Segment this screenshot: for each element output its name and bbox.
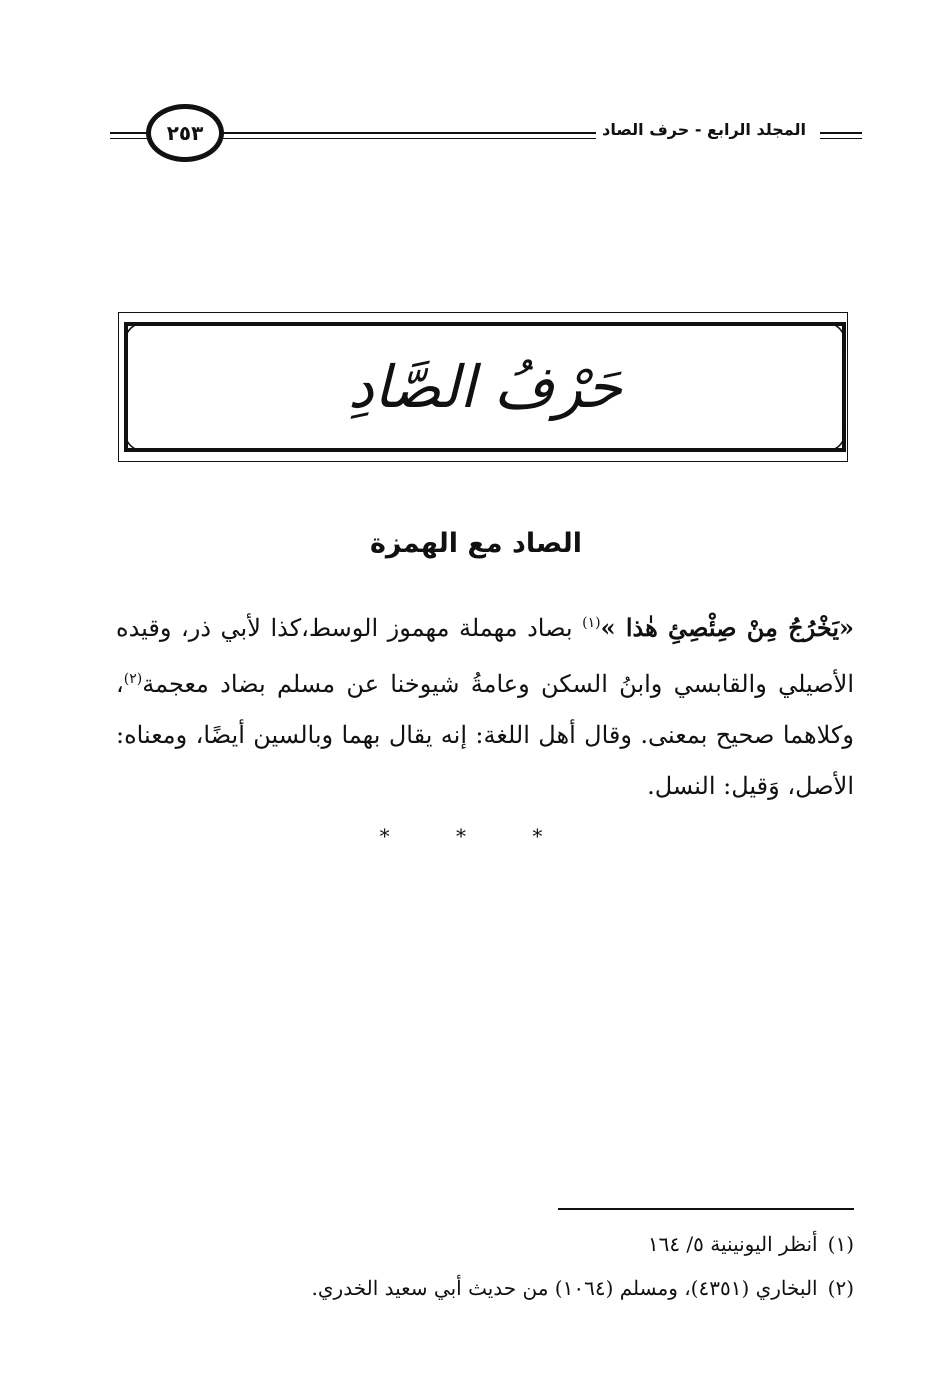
corner-ornament-icon xyxy=(820,322,846,348)
body-text-1: بصاد مهملة مهموز الوسط،كذا لأبي ذر، وقيده الأصيلي والقابسي وابنُ السكن وعامةُ شيوخنا عن مسلم بضاد معجمة xyxy=(116,614,855,698)
footnote-1 xyxy=(214,1222,854,1266)
chapter-frame xyxy=(124,322,846,452)
header-title: المجلد الرابع - حرف الصاد xyxy=(596,120,812,139)
footnote-text: أنظر اليونينية ٥/ ١٦٤ xyxy=(647,1232,818,1256)
header-rule-left xyxy=(110,132,150,139)
header-rule-right xyxy=(820,132,862,139)
footnote-number: (١) xyxy=(827,1232,854,1256)
footnotes xyxy=(214,1222,854,1310)
section-separator: * * * xyxy=(379,824,573,848)
section-heading: الصاد مع الهمزة xyxy=(369,528,582,559)
footnote-rule xyxy=(558,1208,854,1210)
hadith-quote: «يَخْرُجُ مِنْ صِئْصِئِ هٰذا » xyxy=(600,613,855,642)
footnote-text: البخاري (٤٣٥١)، ومسلم (١٠٦٤) من حديث أبي سعيد الخدري. xyxy=(311,1276,818,1300)
corner-ornament-icon xyxy=(124,322,150,348)
footnote-number: (٢) xyxy=(827,1276,854,1300)
footnote-2 xyxy=(214,1266,854,1310)
chapter-title: حَرْفُ الصَّادِ xyxy=(348,353,622,421)
body-paragraph xyxy=(116,598,854,812)
body-text-2: ، وكلاهما صحيح بمعنى. وقال أهل اللغة: إنه يقال بهما وبالسين أيضًا، ومعناه: الأصل، وَقيل: النسل. xyxy=(116,670,855,800)
footnote-ref-2: (٢) xyxy=(123,671,143,687)
running-header xyxy=(110,104,862,164)
footnote-ref-1: (١) xyxy=(582,615,601,631)
page-number: ٢٥٣ xyxy=(146,104,224,162)
corner-ornament-icon xyxy=(124,426,150,452)
corner-ornament-icon xyxy=(820,426,846,452)
